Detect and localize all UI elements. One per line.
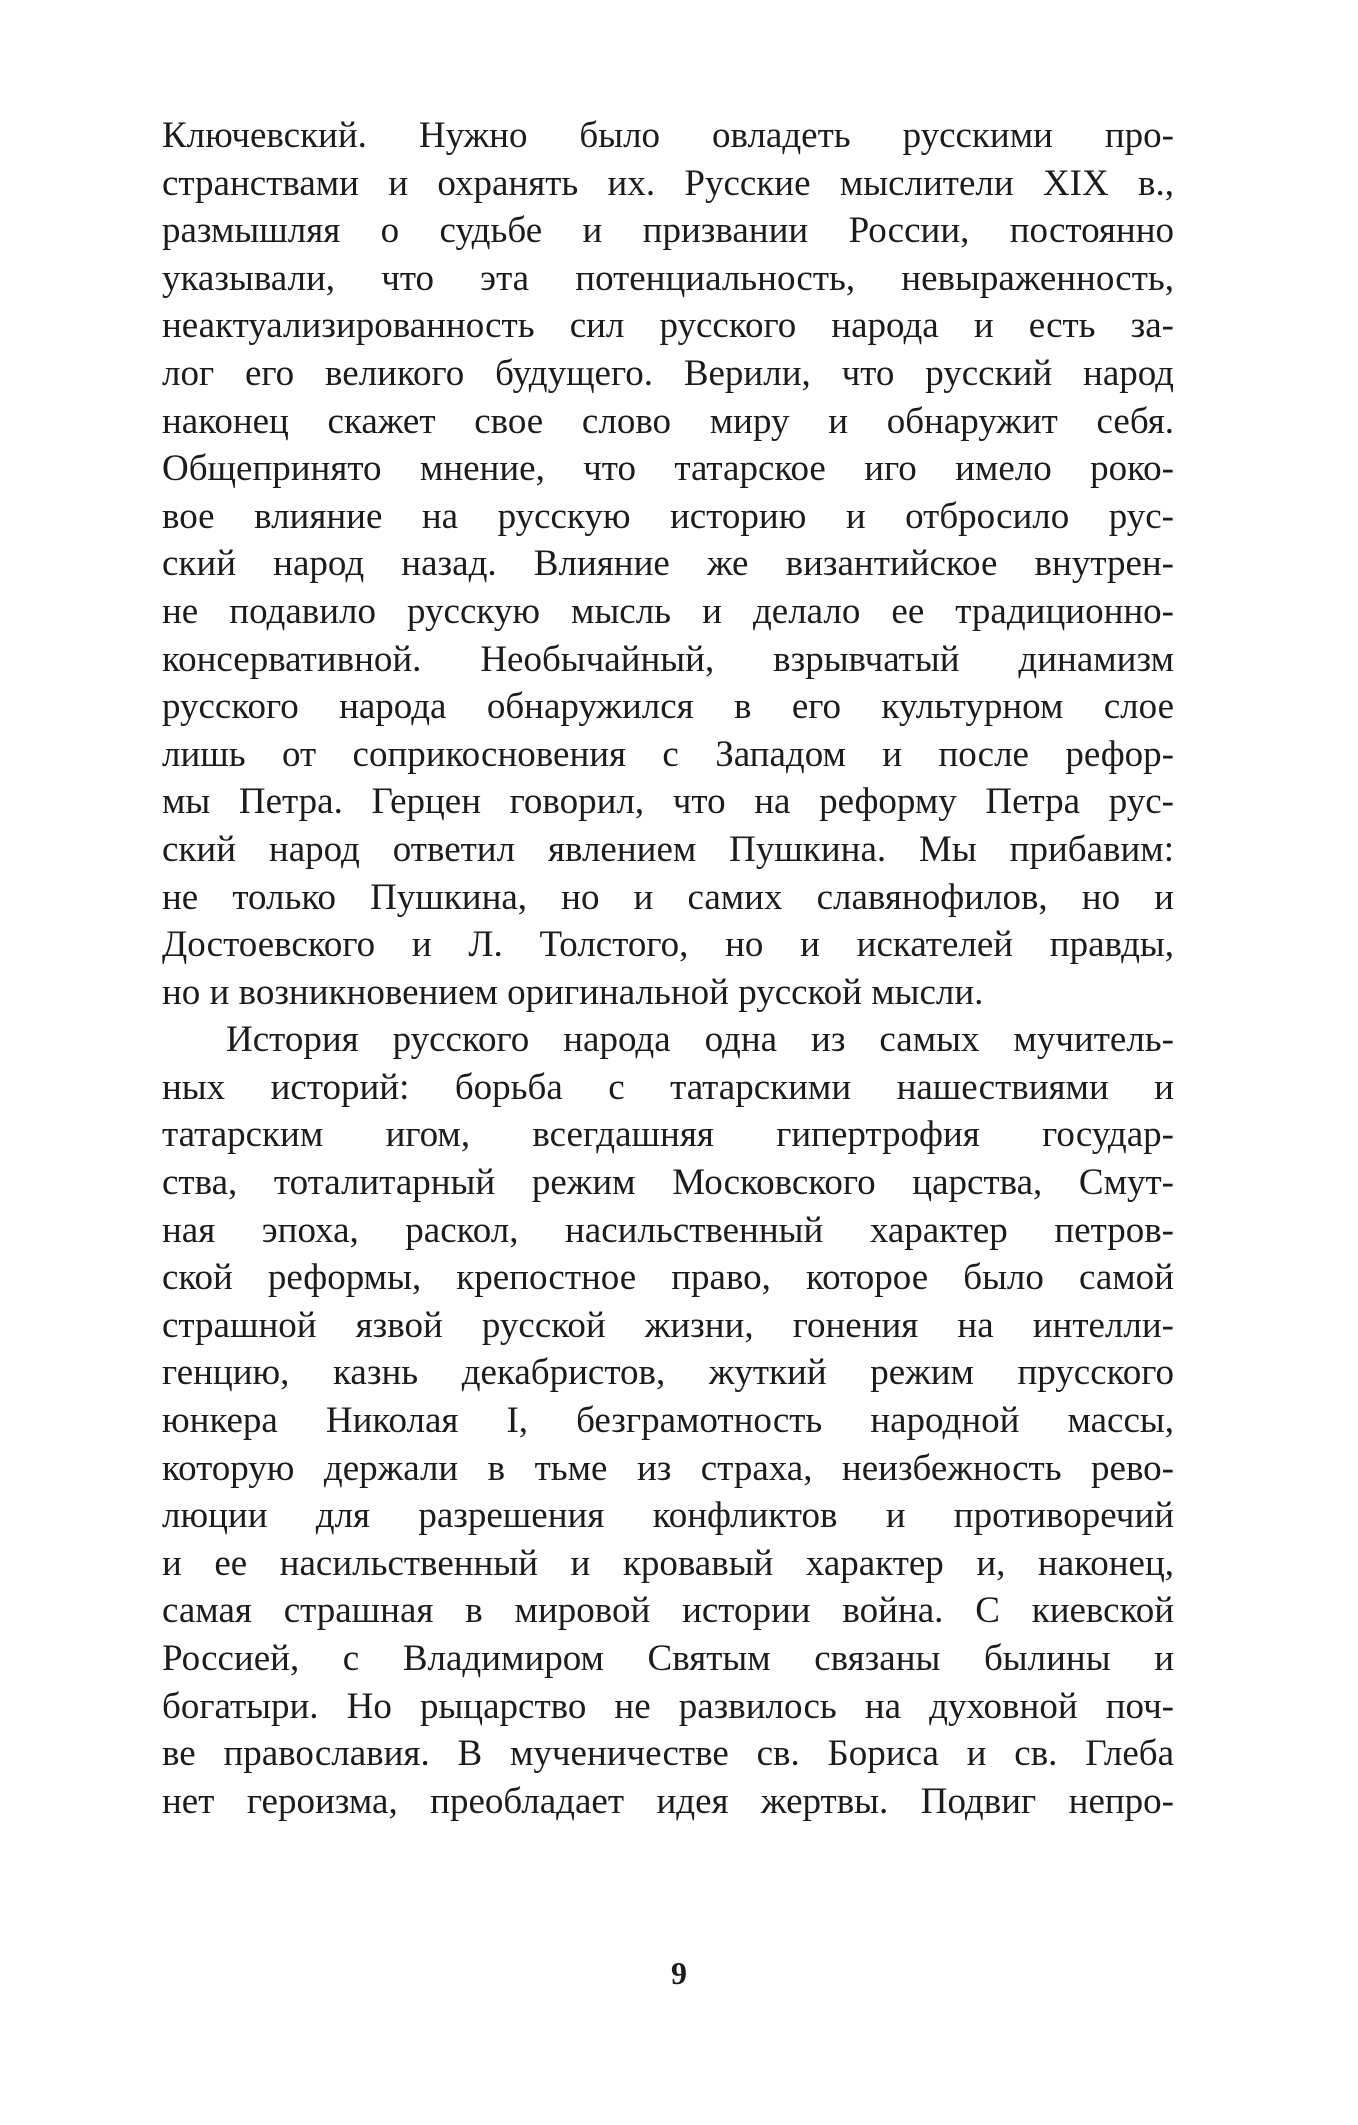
body-text [162, 112, 1174, 1825]
text-line: но и возникновением оригинальной русской мысли. [162, 971, 984, 1013]
paragraph [162, 112, 1174, 1016]
text-line: генцию, казнь декабристов, жуткий режим прусского [162, 1352, 1174, 1394]
text-line: наконец скажет свое слово миру и обнаружит себя. [162, 400, 1174, 442]
text-line: нет героизма, преобладает идея жертвы. Подвиг непро- [162, 1780, 1174, 1822]
text-line: не только Пушкина, но и самих славянофилов, но и [162, 876, 1174, 918]
text-line: мы Петра. Герцен говорил, что на реформу Петра рус- [162, 781, 1174, 823]
text-line: русского народа обнаружился в его культурном слое [162, 686, 1174, 728]
text-line: размышляя о судьбе и призвании России, постоянно [162, 210, 1174, 252]
text-line: ная эпоха, раскол, насильственный характер петров- [162, 1209, 1174, 1251]
text-line: юнкера Николая I, безграмотность народной массы, [162, 1400, 1174, 1442]
text-line: лишь от соприкосновения с Западом и после рефор- [162, 733, 1174, 775]
text-line: которую держали в тьме из страха, неизбежность рево- [162, 1447, 1174, 1489]
text-line: Россией, с Владимиром Святым связаны былины и [162, 1638, 1174, 1679]
text-line: ский народ ответил явлением Пушкина. Мы прибавим: [162, 828, 1174, 870]
text-line: и ее насильственный и кровавый характер и, наконец, [162, 1542, 1174, 1584]
text-line: не подавило русскую мысль и делало ее традиционно- [162, 590, 1174, 632]
text-line: Общепринято мнение, что татарское иго имело роко- [162, 448, 1174, 490]
text-line: ской реформы, крепостное право, которое было самой [162, 1257, 1174, 1299]
text-line: указывали, что эта потенциальность, невыраженность, [162, 257, 1174, 299]
text-line: ства, тоталитарный режим Московского царства, Смут- [162, 1162, 1174, 1204]
text-line: люции для разрешения конфликтов и противоречий [162, 1495, 1174, 1537]
text-line: богатыри. Но рыцарство не развилось на духовной поч- [162, 1685, 1174, 1727]
text-line: История русского народа одна из самых мучитель- [226, 1019, 1174, 1061]
text-line: страшной язвой русской жизни, гонения на интелли- [162, 1304, 1174, 1346]
page-number: 9 [671, 1955, 687, 1991]
text-line: ский народ назад. Влияние же византийское внутрен- [162, 543, 1174, 585]
text-line: ных историй: борьба с татарскими нашествиями и [162, 1066, 1174, 1108]
text-line: ве православия. В мученичестве св. Бориса и св. Глеба [162, 1733, 1174, 1775]
text-line: татарским игом, всегдашняя гипертрофия государ- [162, 1114, 1174, 1156]
text-line: консервативной. Необычайный, взрывчатый динамизм [162, 638, 1174, 680]
paragraph [162, 1016, 1174, 1825]
text-line: Достоевского и Л. Толстого, но и искателей правды, [162, 924, 1174, 966]
text-line: Ключевский. Нужно было овладеть русскими про- [162, 115, 1174, 156]
text-line: лог его великого будущего. Верили, что русский народ [162, 352, 1174, 394]
text-line: самая страшная в мировой истории война. С киевской [162, 1590, 1174, 1632]
text-line: странствами и охранять их. Русские мыслители XIX в., [162, 162, 1174, 204]
text-line: неактуализированность сил русского народа и есть за- [162, 305, 1174, 347]
text-line: вое влияние на русскую историю и отбросило рус- [162, 495, 1174, 537]
